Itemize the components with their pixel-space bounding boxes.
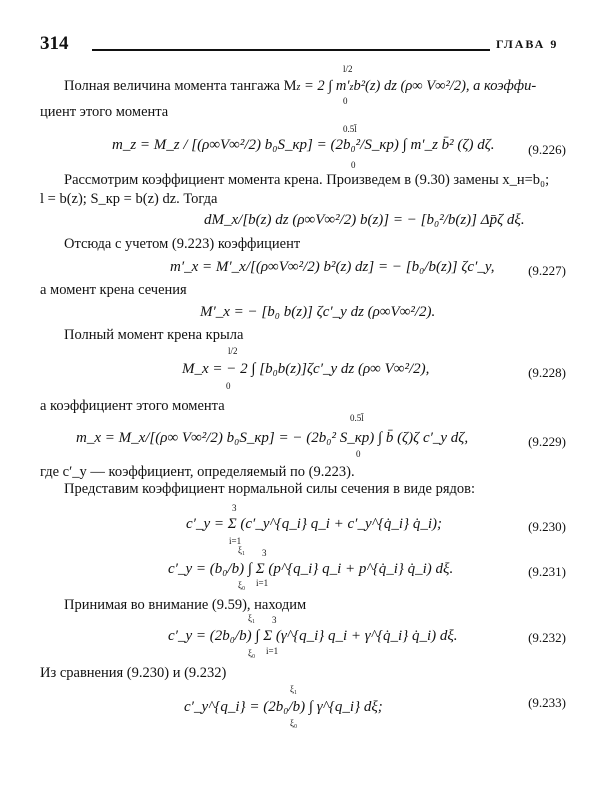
text: = 2 ∫ m′: [304, 78, 350, 94]
integral-upper-limit: l/2: [343, 64, 353, 74]
integral-lower-limit: 0: [356, 449, 361, 459]
paragraph-1-line-1: Полная величина момента тангажа Mz = 2 ∫ m′zb²(z) dz (ρ∞ V∞²/2), а коэффи-: [64, 78, 537, 94]
paragraph-3: Отсюда с учетом (9.223) коэффициент: [64, 236, 301, 252]
equation-number: (9.229): [528, 434, 566, 449]
integral-lower-limit: ξ₀: [248, 648, 256, 658]
sum-lower-limit: i=1: [229, 536, 242, 546]
paragraph-6: а коэффициент этого момента: [40, 398, 225, 414]
equation-number: (9.231): [528, 564, 566, 579]
integral-lower-limit: 0: [226, 381, 231, 391]
sum-lower-limit: i=1: [266, 646, 279, 656]
paragraph-2-line-1: Рассмотрим коэффициент момента крена. Произведем в (9.30) замены x_н=b₀;: [64, 172, 550, 188]
integral-upper-limit: ξ₁: [248, 613, 256, 623]
sum-upper-limit: 3: [232, 503, 237, 513]
integral-upper-limit: l/2: [228, 346, 238, 356]
sum-upper-limit: 3: [262, 548, 267, 558]
equation-9-226: m_z = M_z / [(ρ∞V∞²/2) b₀S_кр] = (2b₀²/S_кр) ∫ m′_z b̄² (ζ) dζ.: [112, 137, 495, 153]
integral-upper-limit: ξ₁: [290, 684, 298, 694]
text: b²(z) dz (ρ∞ V∞²/2), а коэффи-: [353, 78, 537, 94]
equation-9-229: m_x = M_x/[(ρ∞ V∞²/2) b₀S_кр] = − (2b₀² S_кр) ∫ b̄ (ζ)ζ c′_y dζ,: [76, 430, 469, 446]
equation-number: (9.228): [528, 365, 566, 380]
equation-9-233: c′_y^{q_i} = (2b₀/b) ∫ γ^{q_i} dξ;: [184, 699, 383, 715]
equation-number: (9.233): [528, 695, 566, 710]
sum-lower-limit: i=1: [256, 578, 269, 588]
integral-lower-limit: ξ₀: [290, 718, 298, 728]
paragraph-4: а момент крена сечения: [40, 282, 187, 298]
integral-lower-limit: 0: [351, 160, 356, 170]
page-number: 314: [40, 33, 69, 54]
equation-number: (9.232): [528, 630, 566, 645]
header-rule: [92, 49, 490, 51]
integral-upper-limit: 0.5l̄: [343, 124, 357, 134]
equation-9-232: c′_y = (2b₀/b) ∫ Σ (γ^{q_i} q_i + γ^{q̇_i} q̇_i) dξ.: [168, 628, 458, 644]
equation-9-231: c′_y = (b₀/b) ∫ Σ (p^{q_i} q_i + p^{q̇_i} q̇_i) dξ.: [168, 561, 454, 577]
integral-lower-limit: 0: [343, 96, 348, 106]
integral-upper-limit: 0.5l̄: [350, 413, 364, 423]
equation-9-228: M_x = − 2 ∫ [b₀b(z)]ζc′_y dz (ρ∞ V∞²/2),: [182, 361, 430, 377]
equation-number: (9.227): [528, 263, 566, 278]
sum-upper-limit: 3: [272, 615, 277, 625]
paragraph-2-line-2: l = b(z); S_кр = b(z) dz. Тогда: [40, 191, 218, 207]
equation-dmx: dM_x/[b(z) dz (ρ∞V∞²/2) b(z)] = − [b₀²/b(z)] Δp̄ζ dξ.: [204, 212, 525, 228]
integral-lower-limit: ξ₀: [238, 580, 246, 590]
equation-9-227: m′_x = M′_x/[(ρ∞V∞²/2) b²(z) dz] = − [b₀/b(z)] ζc′_y,: [170, 259, 495, 275]
text: Полная величина момента тангажа M: [64, 78, 297, 94]
paragraph-8: Принимая во внимание (9.59), находим: [64, 597, 307, 613]
equation-number: (9.226): [528, 142, 566, 157]
paragraph-9: Из сравнения (9.230) и (9.232): [40, 665, 227, 681]
chapter-heading: ГЛАВА 9: [496, 37, 559, 51]
equation-9-230: c′_y = Σ (c′_y^{q_i} q_i + c′_y^{q̇_i} q̇_i);: [186, 516, 443, 532]
equation-number: (9.230): [528, 519, 566, 534]
integral-upper-limit: ξ₁: [238, 545, 246, 555]
equation-mx-section: M′_x = − [b₀ b(z)] ζc′_y dz (ρ∞V∞²/2).: [200, 304, 436, 320]
paragraph-7-line-1: где c′_y — коэффициент, определяемый по (9.223).: [40, 464, 355, 480]
paragraph-1-line-2: циент этого момента: [40, 104, 169, 120]
paragraph-7-line-2: Представим коэффициент нормальной силы сечения в виде рядов:: [64, 481, 476, 497]
paragraph-5: Полный момент крена крыла: [64, 327, 244, 343]
